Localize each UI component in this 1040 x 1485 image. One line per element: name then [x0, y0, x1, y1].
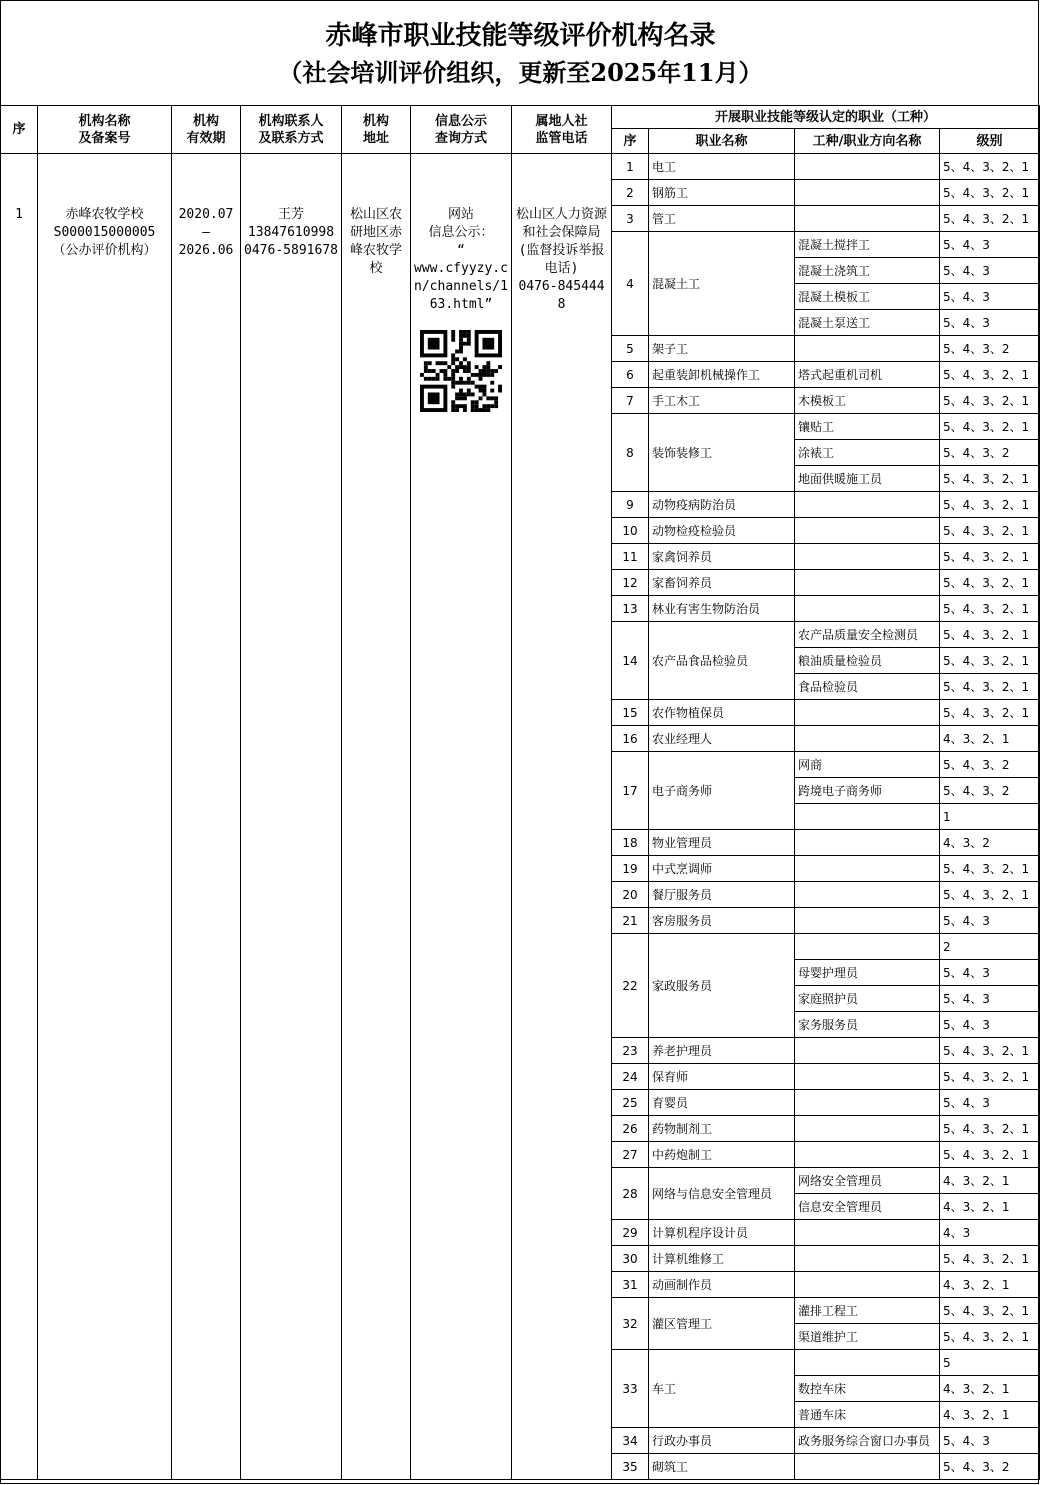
occupation-name: 灌区管理工: [649, 1298, 795, 1350]
contact-phone-1: 13847610998: [247, 225, 335, 240]
specialty-name: 普通车床: [795, 1402, 940, 1428]
level-value: 4、3、2、1: [940, 726, 1040, 752]
specialty-name: [795, 700, 940, 726]
registry-table: [0, 105, 1040, 1480]
level-value: 5、4、3: [940, 258, 1040, 284]
level-value: 5、4、3、2: [940, 752, 1040, 778]
specialty-name: [795, 336, 940, 362]
occupation-name: 农作物植保员: [649, 700, 795, 726]
header-contact: 机构联系人 及联系方式: [241, 106, 342, 154]
level-value: 5、4、3、2、1: [940, 1064, 1040, 1090]
specialty-name: [795, 180, 940, 206]
specialty-name: 网商: [795, 752, 940, 778]
occupation-no: 35: [612, 1454, 649, 1480]
page-subtitle: （社会培训评价组织，更新至2025年11月）: [278, 58, 763, 87]
occupation-name: 家畜饲养员: [649, 570, 795, 596]
occupation-no: 5: [612, 336, 649, 362]
occupation-name: 装饰装修工: [649, 414, 795, 492]
level-value: 5、4、3、2: [940, 440, 1040, 466]
occupation-no: 15: [612, 700, 649, 726]
level-value: 5、4、3: [940, 960, 1040, 986]
header-seq: 序: [1, 106, 38, 154]
level-value: 5、4、3、2、1: [940, 1298, 1040, 1324]
header-org: 机构名称 及备案号: [38, 106, 172, 154]
occupation-name: 计算机维修工: [649, 1246, 795, 1272]
org-name-cell: [38, 154, 172, 1480]
specialty-name: 食品检验员: [795, 674, 940, 700]
specialty-name: [795, 206, 940, 232]
header-specialty: 工种/职业方向名称: [795, 129, 940, 154]
specialty-name: 粮油质量检验员: [795, 648, 940, 674]
specialty-name: [795, 1272, 940, 1298]
level-value: 4、3: [940, 1220, 1040, 1246]
occupation-name: 电工: [649, 154, 795, 180]
specialty-name: [795, 154, 940, 180]
specialty-name: 农产品质量安全检测员: [795, 622, 940, 648]
occupation-name: 混凝土工: [649, 232, 795, 336]
occupation-name: 钢筋工: [649, 180, 795, 206]
occupation-name: 手工木工: [649, 388, 795, 414]
title-block: [1, 1, 1040, 106]
level-value: 4、3、2、1: [940, 1272, 1040, 1298]
level-value: 5、4、3、2、1: [940, 674, 1040, 700]
level-value: 5、4、3、2、1: [940, 1324, 1040, 1350]
specialty-name: [795, 544, 940, 570]
header-occupation-group: 开展职业技能等级认定的职业（工种）: [612, 106, 1040, 129]
occupation-name: 中式烹调师: [649, 856, 795, 882]
occupation-name: 农业经理人: [649, 726, 795, 752]
level-value: 5、4、3、2、1: [940, 388, 1040, 414]
specialty-name: [795, 1246, 940, 1272]
specialty-name: [795, 570, 940, 596]
specialty-name: [795, 518, 940, 544]
level-value: 5、4、3、2、1: [940, 856, 1040, 882]
specialty-name: 家务服务员: [795, 1012, 940, 1038]
header-validity: 机构 有效期: [172, 106, 241, 154]
occupation-name: 农产品食品检验员: [649, 622, 795, 700]
level-value: 4、3、2、1: [940, 1168, 1040, 1194]
level-value: 5、4、3、2、1: [940, 596, 1040, 622]
specialty-name: [795, 1064, 940, 1090]
level-value: 5、4、3: [940, 310, 1040, 336]
specialty-name: 混凝土模板工: [795, 284, 940, 310]
specialty-name: 家庭照护员: [795, 986, 940, 1012]
specialty-name: 母婴护理员: [795, 960, 940, 986]
occupation-no: 10: [612, 518, 649, 544]
occupation-no: 8: [612, 414, 649, 492]
specialty-name: [795, 1454, 940, 1480]
occupation-name: 动物疫病防治员: [649, 492, 795, 518]
level-value: 5、4、3、2、1: [940, 700, 1040, 726]
level-value: 5、4、3: [940, 1428, 1040, 1454]
occupation-name: 养老护理员: [649, 1038, 795, 1064]
level-value: 5、4、3、2、1: [940, 466, 1040, 492]
specialty-name: 混凝土浇筑工: [795, 258, 940, 284]
occupation-no: 23: [612, 1038, 649, 1064]
level-value: 5、4、3、2、1: [940, 648, 1040, 674]
level-value: 5、4、3、2: [940, 1454, 1040, 1480]
level-value: 5、4、3、2、1: [940, 180, 1040, 206]
occupation-no: 4: [612, 232, 649, 336]
occupation-no: 12: [612, 570, 649, 596]
specialty-name: 涂裱工: [795, 440, 940, 466]
contact-phone-2: 0476-5891678: [244, 243, 338, 258]
occupation-name: 育婴员: [649, 1090, 795, 1116]
page-title: 赤峰市职业技能等级评价机构名录: [325, 21, 716, 51]
specialty-name: 木模板工: [795, 388, 940, 414]
header-sub-seq: 序: [612, 129, 649, 154]
occupation-no: 14: [612, 622, 649, 700]
qr-code-icon[interactable]: [420, 330, 502, 412]
level-value: 4、3、2、1: [940, 1402, 1040, 1428]
occupation-no: 1: [612, 154, 649, 180]
contact-name: 王芳: [277, 207, 304, 222]
specialty-name: 渠道维护工: [795, 1324, 940, 1350]
occupation-no: 29: [612, 1220, 649, 1246]
occupation-name: 架子工: [649, 336, 795, 362]
occupation-no: 34: [612, 1428, 649, 1454]
header-address: 机构 地址: [342, 106, 411, 154]
specialty-name: 镶贴工: [795, 414, 940, 440]
org-seq: 1: [1, 154, 38, 1480]
supervision-cell: 松山区人力资源和社会保障局(监督投诉举报电话) 0476-8454448: [512, 154, 612, 1480]
specialty-name: [795, 882, 940, 908]
occupation-name: 动画制作员: [649, 1272, 795, 1298]
occupation-no: 18: [612, 830, 649, 856]
specialty-name: 数控车床: [795, 1376, 940, 1402]
level-value: 5、4、3、2: [940, 778, 1040, 804]
specialty-name: [795, 804, 940, 830]
header-occupation: 职业名称: [649, 129, 795, 154]
specialty-name: [795, 908, 940, 934]
occupation-name: 家禽饲养员: [649, 544, 795, 570]
level-value: 2: [940, 934, 1040, 960]
specialty-name: 混凝土搅拌工: [795, 232, 940, 258]
level-value: 5、4、3、2、1: [940, 492, 1040, 518]
contact-cell: [241, 154, 342, 1480]
level-value: 5、4、3、2、1: [940, 154, 1040, 180]
level-value: 5、4、3、2、1: [940, 570, 1040, 596]
occupation-name: 砌筑工: [649, 1454, 795, 1480]
occupation-name: 计算机程序设计员: [649, 1220, 795, 1246]
level-value: 5、4、3、2、1: [940, 882, 1040, 908]
specialty-name: [795, 1142, 940, 1168]
level-value: 5、4、3: [940, 1012, 1040, 1038]
level-value: 4、3、2、1: [940, 1194, 1040, 1220]
header-supervision: 属地人社 监管电话: [512, 106, 612, 154]
org-name: 赤峰农牧学校: [65, 207, 144, 222]
occupation-no: 17: [612, 752, 649, 830]
level-value: 5、4、3、2、1: [940, 1116, 1040, 1142]
occupation-no: 31: [612, 1272, 649, 1298]
level-value: 5、4、3、2: [940, 336, 1040, 362]
occupation-name: 车工: [649, 1350, 795, 1428]
occupation-no: 22: [612, 934, 649, 1038]
occupation-no: 28: [612, 1168, 649, 1220]
header-info: 信息公示 查询方式: [411, 106, 512, 154]
occupation-no: 19: [612, 856, 649, 882]
specialty-name: [795, 1350, 940, 1376]
specialty-name: [795, 726, 940, 752]
occupation-name: 管工: [649, 206, 795, 232]
occupation-no: 13: [612, 596, 649, 622]
occupation-name: 网络与信息安全管理员: [649, 1168, 795, 1220]
level-value: 5、4、3: [940, 1090, 1040, 1116]
level-value: 5、4、3、2、1: [940, 414, 1040, 440]
occupation-no: 2: [612, 180, 649, 206]
occupation-name: 电子商务师: [649, 752, 795, 830]
level-value: 5、4、3: [940, 986, 1040, 1012]
occupation-no: 9: [612, 492, 649, 518]
occupation-no: 11: [612, 544, 649, 570]
level-value: 5、4、3、2、1: [940, 362, 1040, 388]
org-code: S000015000005: [53, 225, 156, 240]
occupation-name: 保育师: [649, 1064, 795, 1090]
specialty-name: [795, 934, 940, 960]
occupation-name: 物业管理员: [649, 830, 795, 856]
org-type: （公办评价机构）: [52, 243, 157, 258]
level-value: 4、3、2、1: [940, 1376, 1040, 1402]
specialty-name: [795, 830, 940, 856]
specialty-name: [795, 1220, 940, 1246]
supervision-phone: 0476-8454448: [518, 279, 605, 312]
validity-cell: 2020.07 – 2026.06: [172, 154, 241, 1480]
occupation-no: 26: [612, 1116, 649, 1142]
level-value: 5、4、3: [940, 908, 1040, 934]
level-value: 5、4、3、2、1: [940, 544, 1040, 570]
occupation-no: 6: [612, 362, 649, 388]
occupation-no: 27: [612, 1142, 649, 1168]
specialty-name: 混凝土泵送工: [795, 310, 940, 336]
occupation-no: 16: [612, 726, 649, 752]
specialty-name: 网络安全管理员: [795, 1168, 940, 1194]
header-level: 级别: [940, 129, 1040, 154]
specialty-name: [795, 1090, 940, 1116]
occupation-no: 7: [612, 388, 649, 414]
level-value: 5、4、3、2、1: [940, 1038, 1040, 1064]
specialty-name: [795, 492, 940, 518]
specialty-name: [795, 596, 940, 622]
level-value: 5、4、3、2、1: [940, 622, 1040, 648]
address-cell: 松山区农研地区赤峰农牧学校: [342, 154, 411, 1480]
level-value: 5、4、3、2、1: [940, 1246, 1040, 1272]
occupation-no: 33: [612, 1350, 649, 1428]
level-value: 5、4、3、2、1: [940, 1142, 1040, 1168]
specialty-name: [795, 1116, 940, 1142]
occupation-no: 24: [612, 1064, 649, 1090]
specialty-name: 政务服务综合窗口办事员: [795, 1428, 940, 1454]
level-value: 5、4、3: [940, 232, 1040, 258]
occupation-no: 20: [612, 882, 649, 908]
occupation-no: 32: [612, 1298, 649, 1350]
level-value: 5: [940, 1350, 1040, 1376]
occupation-no: 3: [612, 206, 649, 232]
occupation-no: 25: [612, 1090, 649, 1116]
specialty-name: [795, 1038, 940, 1064]
level-value: 5、4、3、2、1: [940, 518, 1040, 544]
specialty-name: 塔式起重机司机: [795, 362, 940, 388]
specialty-name: 跨境电子商务师: [795, 778, 940, 804]
level-value: 1: [940, 804, 1040, 830]
specialty-name: 信息安全管理员: [795, 1194, 940, 1220]
occupation-name: 餐厅服务员: [649, 882, 795, 908]
specialty-name: [795, 856, 940, 882]
level-value: 5、4、3、2、1: [940, 206, 1040, 232]
occupation-no: 30: [612, 1246, 649, 1272]
occupation-name: 客房服务员: [649, 908, 795, 934]
specialty-name: 灌排工程工: [795, 1298, 940, 1324]
occupation-name: 林业有害生物防治员: [649, 596, 795, 622]
occupation-name: 动物检疫检验员: [649, 518, 795, 544]
occupation-name: 药物制剂工: [649, 1116, 795, 1142]
table-row: [1, 154, 1040, 180]
specialty-name: 地面供暖施工员: [795, 466, 940, 492]
level-value: 4、3、2: [940, 830, 1040, 856]
occupation-name: 家政服务员: [649, 934, 795, 1038]
occupation-name: 起重装卸机械操作工: [649, 362, 795, 388]
occupation-name: 行政办事员: [649, 1428, 795, 1454]
occupation-no: 21: [612, 908, 649, 934]
info-cell: 网站 信息公示： “ www.cfyyzy.c n/channels/1 63.html”: [411, 154, 512, 1480]
occupation-name: 中药炮制工: [649, 1142, 795, 1168]
level-value: 5、4、3: [940, 284, 1040, 310]
